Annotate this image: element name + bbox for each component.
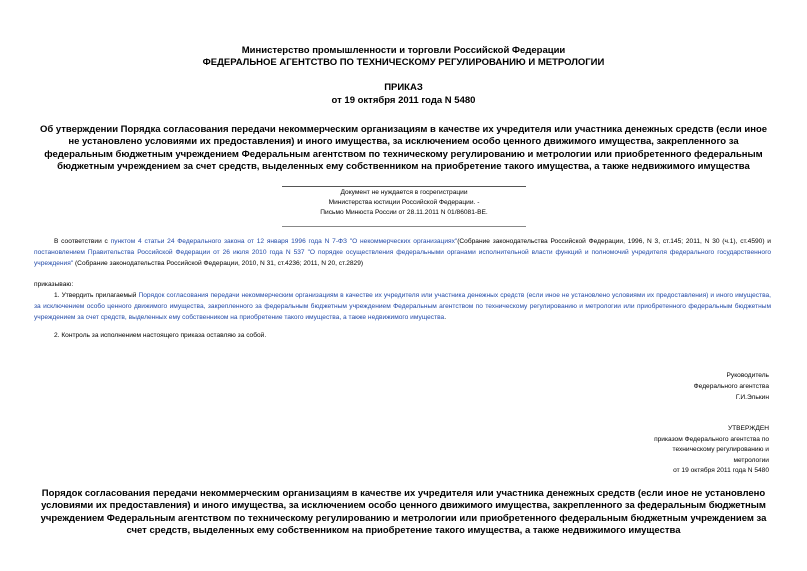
approval-line-5: от 19 октября 2011 года N 5480 [673,467,769,475]
preamble-text-c: (Собрание законодательства Российской Федерации, 2010, N 31, ст.4236; 2011, N 20, ст.2829) [73,259,364,267]
note-line-3: Письмо Минюста России от 28.11.2011 N 01/86081-ВЕ. [320,208,488,216]
clause-1 [34,291,771,323]
order-word: приказываю: [34,281,74,288]
procedure-title: Порядок согласования передачи некоммерческим организациям в качестве их учредителя или участника денежных средств (если иное не установлено условиями их предоставления) и иного имущества, за исключением особо ценного движимого имущества, закрепленного за федеральным бюджетным учреждением Федеральным агентством по техническому регулированию и метрологии или приобретенного федеральным бюджетным учреждением за счет средств, выделенных ему собственником на приобретение такого имущества, а также недвижимого имущества [40,488,767,536]
document-header [0,45,807,94]
approval-line-4: метрологии [733,456,769,464]
doc-type: ПРИКАЗ [384,82,423,93]
agency-name: ФЕДЕРАЛЬНОЕ АГЕНТСТВО ПО ТЕХНИЧЕСКОМУ РЕГУЛИРОВАНИЮ И МЕТРОЛОГИИ [202,57,605,68]
ministry-name: Министерство промышленности и торговли Российской Федерации [241,45,566,56]
signature-block [694,370,769,404]
doc-date-number: от 19 октября 2011 года N 5480 [331,95,476,106]
approval-line-1: УТВЕРЖДЕН [727,425,769,432]
signature-line-2: Федерального агентства [693,383,769,391]
preamble-text-b: (Собрание законодательства Российской Федерации, 1996, N 3, ст.145; 2011, N 30 (ч.1), ст.4590) и [457,238,771,245]
signature-name: Г.И.Элькин [735,394,769,402]
clause-1-end: . [444,313,447,321]
note-line-2: Министерства юстиции Российской Федерации. - [328,198,480,206]
note-line-1: Документ не нуждается в госрегистрации [340,189,468,196]
clause-2: 2. Контроль за исполнением настоящего приказа оставляю за собой. [54,332,267,339]
clause-1-text: 1. Утвердить прилагаемый [54,292,139,299]
approval-line-3: техническому регулированию и [672,446,769,454]
procedure-link[interactable]: Порядок согласования передачи некоммерческим организациям в качестве их учредителя или участника денежных средств (если иное не установлено условиями их предоставления) и иного имущества, за исключением особо ценного движимого имущества, закрепленного за федеральным бюджетным учреждением Федеральным агентством по техническому регулированию и метрологии или приобретенного федеральным бюджетным учреждением за счет средств, выделенных ему собственником на приобретение такого имущества, а также недвижимого имущества [34,292,771,321]
approval-block [654,424,769,477]
resolution-link[interactable]: постановлением Правительства Российской Федерации от 26 июля 2010 года N 537 "О порядке осуществления федеральными органами исполнительной власти функций и полномочий учредителя федерального государственного учреждения" [34,248,771,267]
approval-line-2: приказом Федерального агентства по [654,435,769,443]
signature-line-1: Руководитель [726,372,769,379]
law-link[interactable]: пунктом 4 статьи 24 Федерального закона от 12 января 1996 года N 7-ФЗ "О некоммерческих организациях" [110,238,458,245]
preamble-paragraph [34,237,771,269]
registration-note [282,186,526,217]
preamble-text-a: В соответствии с [54,238,111,245]
divider [282,226,526,227]
doc-title: Об утверждении Порядка согласования передачи некоммерческим организациям в качестве их учредителя или участника денежных средств (если иное не установлено условиями их предоставления) и иного имущества, за исключением особо ценного движимого имущества, закрепленного за федеральным бюджетным учреждением Федеральным агентством по техническому регулированию и метрологии или приобретенного федеральным бюджетным учреждением за счет средств, выделенных ему собственником на приобретение такого имущества, а также недвижимого имущества [39,124,768,172]
